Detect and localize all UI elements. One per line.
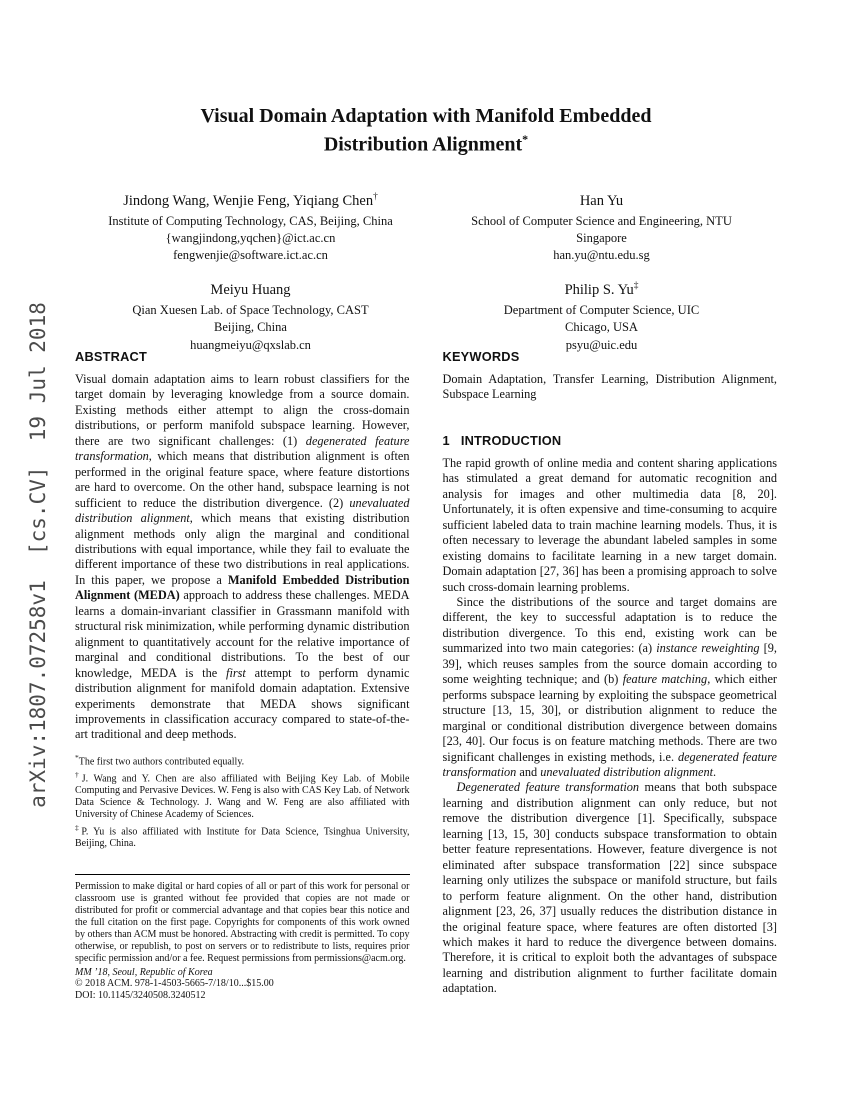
- author-affiliation: Department of Computer Science, UIC: [503, 303, 700, 318]
- author-name-text: Jindong Wang, Wenjie Feng, Yiqiang Chen: [123, 192, 374, 209]
- author-affiliation: Qian Xuesen Lab. of Space Technology, CAST: [132, 303, 369, 318]
- author-name-text: Philip S. Yu: [564, 282, 634, 299]
- title-footnote-mark: *: [522, 131, 529, 146]
- author-email: han.yu@ntu.edu.sg: [553, 248, 650, 263]
- intro-paragraph-2: Since the distributions of the source and target domains are different, the key to successful adaptation is to reduce the distribution divergence. To this end, existing work can be summarized into two main categories: (a) instance reweighting [9, 39], which reuses samples from the source domain according to some weighting technique; and (b) feature matching, which either performs subspace learning by exploiting the subspace geometrical structure [13, 15, 30], or distribution alignment to reduce the marginal or conditional distribution divergence between domains [23, 40]. Our focus is on feature matching methods. There are two significant challenges in existing methods, i.e. degenerated feature transformation and unevaluated distribution alignment.: [442, 594, 777, 779]
- intro-paragraph-1: The rapid growth of online media and content sharing applications has stimulated a great demand for automatic recognition and analysis for images and other multimedia data [8, 20]. Unfortunately, it is often expensive and time-consuming to acquire sufficient labeled data to train machine learning models. Thus, it is often necessary to leverage the abundant labeled samples in some existing domains to facilitate learning in a new target domain. Domain adaptation [27, 36] has been a promising approach to solve such cross-domain learning problems.: [442, 455, 777, 594]
- permission-text: Permission to make digital or hard copies of all or part of this work for personal or classroom use is granted without fee provided that copies are not made or distributed for profit or commercial advantage and that copies bear this notice and the full citation on the first page. Copyrights for components of this work owned by others than ACM must be honored. Abstracting with credit is permitted. To copy otherwise, or republish, to post on servers or to redistribute to lists, requires prior specific permission and/or a fee. Request permissions from permissions@acm.org.: [75, 881, 410, 964]
- author-affiliation: Singapore: [576, 231, 627, 246]
- copyright-isbn-line: © 2018 ACM. 978-1-4503-5665-7/18/10...$15.00: [75, 978, 274, 990]
- section-title-text: INTRODUCTION: [460, 432, 562, 448]
- title-line-1: Visual Domain Adaptation with Manifold Embedded: [200, 105, 652, 127]
- title-line-2: Distribution Alignment: [323, 133, 523, 156]
- abstract-heading: ABSTRACT: [75, 349, 147, 364]
- abstract-text: Visual domain adaptation aims to learn robust classifiers for the target domain by leveraging knowledge from a source domain. Existing methods either attempt to align the cross-domain distributions, or perform manifold subspace learning. However, there are two significant challenges: (1) degenerated feature transformation, which means that distribution alignment is often performed in the original feature space, where feature distortions are hard to overcome. On the other hand, subspace learning is not sufficient to reduce the distribution divergence. (2) unevaluated distribution alignment, which means that existing distribution alignment methods only align the marginal and conditional distributions with equal importance, while they fail to evaluate the different importance of these two distributions in real applications. In this paper, we propose a Manifold Embedded Distribution Alignment (MEDA) approach to address these challenges. MEDA learns a domain-invariant classifier in Grassmann manifold with structural risk minimization, while performing dynamic distribution alignment to quantitatively account for the relative importance of marginal and conditional distributions. To the best of our knowledge, MEDA is the first attempt to perform dynamic distribution alignment for manifold domain adaptation. Extensive experiments demonstrate that MEDA shows significant improvements in classification accuracy compared to state-of-the-art traditional and deep methods.: [75, 372, 410, 742]
- author-name: [426, 192, 777, 210]
- left-column: [75, 349, 410, 1002]
- author-footnote-mark: ‡: [633, 281, 639, 292]
- footnote-affiliation-dagger: †J. Wang and Y. Chen are also affiliated with Beijing Key Lab. of Mobile Computing and Pervasive Devices. W. Feng is also with CAS Key Lab. of Network Data Science & Technology. J. Wang and W. Feng are also affiliated with University of Chinese Academy of Sciences.: [75, 770, 410, 821]
- author-affiliation: Institute of Computing Technology, CAS, Beijing, China: [108, 213, 393, 228]
- paper-body: [75, 349, 777, 1002]
- right-column: [443, 349, 778, 1002]
- footnote-equal-contribution: *The first two authors contributed equally.: [75, 752, 245, 768]
- author-name: [426, 281, 777, 299]
- paper-title: [75, 103, 777, 159]
- section-heading-introduction: [443, 433, 778, 448]
- footnote-affiliation-ddagger: ‡P. Yu is also affiliated with Institute for Data Science, Tsinghua University, Beijing, China.: [75, 823, 410, 850]
- section-number: 1: [442, 432, 450, 448]
- author-name: [75, 192, 426, 210]
- arxiv-watermark: arXiv:1807.07258v1 [cs.CV] 19 Jul 2018: [26, 302, 50, 808]
- author-affiliation: School of Computer Science and Engineering, NTU: [471, 213, 732, 228]
- author-affiliation: Beijing, China: [214, 320, 287, 335]
- author-footnote-mark: †: [373, 192, 378, 202]
- author-affiliation: Chicago, USA: [565, 320, 638, 335]
- keywords-text: Domain Adaptation, Transfer Learning, Distribution Alignment, Subspace Learning: [442, 372, 777, 402]
- author-email: {wangjindong,yqchen}@ict.ac.cn: [165, 231, 336, 246]
- copyright-permission-block: [75, 874, 410, 1002]
- venue-line: MM ’18, Seoul, Republic of Korea: [75, 966, 213, 978]
- author-block-4: [426, 281, 777, 353]
- author-email: fengwenjie@software.ict.ac.cn: [173, 248, 328, 263]
- author-name: [75, 281, 426, 299]
- author-block-3: [75, 281, 426, 353]
- doi-line: DOI: 10.1145/3240508.3240512: [75, 990, 206, 1002]
- authors-section: [75, 192, 777, 354]
- author-name-text: Meiyu Huang: [210, 282, 291, 299]
- author-name-text: Han Yu: [579, 192, 624, 209]
- keywords-heading: KEYWORDS: [442, 349, 520, 364]
- intro-paragraph-3: Degenerated feature transformation means that both subspace learning and distribution alignment can only reduce, but not remove the distribution divergence [1]. Specifically, subspace learning [13, 15, 30] conducts subspace transformation to obtain better feature representations. However, feature divergence is not eliminated after subspace transformation [22] since subspace learning only utilizes the subspace or manifold structure, but fails to perform feature alignment. On the other hand, distribution alignment [23, 26, 37] usually reduces the distribution distance in the original feature space, where features are often distorted [3] which makes it hard to reduce the divergence between domains. Therefore, it is critical to exploit both the advantages of subspace learning and distribution alignment to further facilitate domain adaptation.: [442, 780, 778, 996]
- footnotes-block: [75, 752, 410, 850]
- author-email: psyu@uic.edu: [565, 337, 638, 352]
- author-email: huangmeiyu@qxslab.cn: [190, 337, 311, 352]
- author-block-1: [75, 192, 426, 264]
- author-block-2: [426, 192, 777, 264]
